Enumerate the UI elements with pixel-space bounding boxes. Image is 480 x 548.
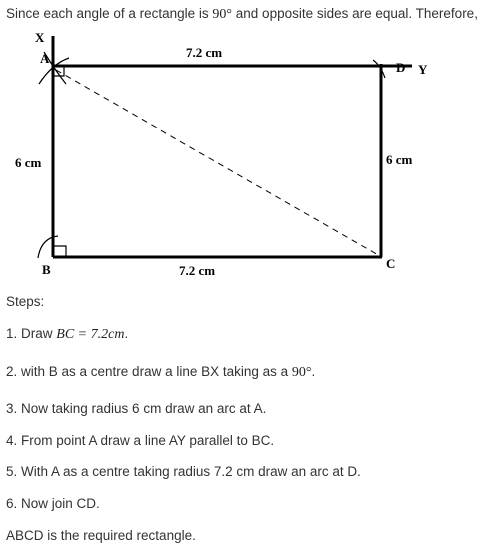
diagonal-ac (56, 70, 380, 256)
intro-text-end: and opposite sides are equal. Therefore, (235, 6, 478, 21)
step-2-angle: 90° (291, 365, 312, 380)
step-4: 4. From point A draw a line AY parallel to BC. (6, 433, 275, 448)
intro-text (6, 6, 478, 23)
label-x: X (35, 30, 45, 45)
label-right-side: 6 cm (386, 152, 413, 167)
intro-angle: 90° (212, 7, 233, 22)
arc-at-b (38, 236, 58, 258)
step-2 (6, 364, 315, 381)
arc-at-d (373, 60, 385, 78)
right-angle-mark-b (53, 246, 66, 257)
step-1-suffix: . (124, 326, 129, 341)
step-1-prefix: 1. Draw (6, 326, 53, 341)
label-b: B (42, 262, 51, 277)
label-bottom-side: 7.2 cm (179, 263, 216, 278)
label-d: D (396, 60, 406, 75)
step-2-text: 2. with B as a centre draw a line BX taking as a (6, 364, 289, 379)
label-top-side: 7.2 cm (186, 45, 223, 60)
step-6: 6. Now join CD. (6, 496, 100, 511)
label-c: C (386, 256, 396, 271)
steps-heading: Steps: (6, 294, 45, 309)
rectangle-construction-figure (0, 22, 480, 287)
label-a: A (40, 51, 50, 66)
intro-text-start: Since each angle of a rectangle is (6, 6, 209, 21)
construction-svg (0, 22, 480, 287)
step-3: 3. Now taking radius 6 cm draw an arc at A. (6, 401, 267, 416)
step-2-suffix: . (311, 364, 316, 379)
step-1-math: BC = 7.2cm (56, 327, 125, 342)
label-left-side: 6 cm (15, 155, 42, 170)
step-5: 5. With A as a centre taking radius 7.2 cm draw an arc at D. (6, 464, 361, 479)
label-y: Y (418, 62, 428, 77)
step-1 (6, 326, 128, 343)
conclusion: ABCD is the required rectangle. (6, 528, 196, 543)
